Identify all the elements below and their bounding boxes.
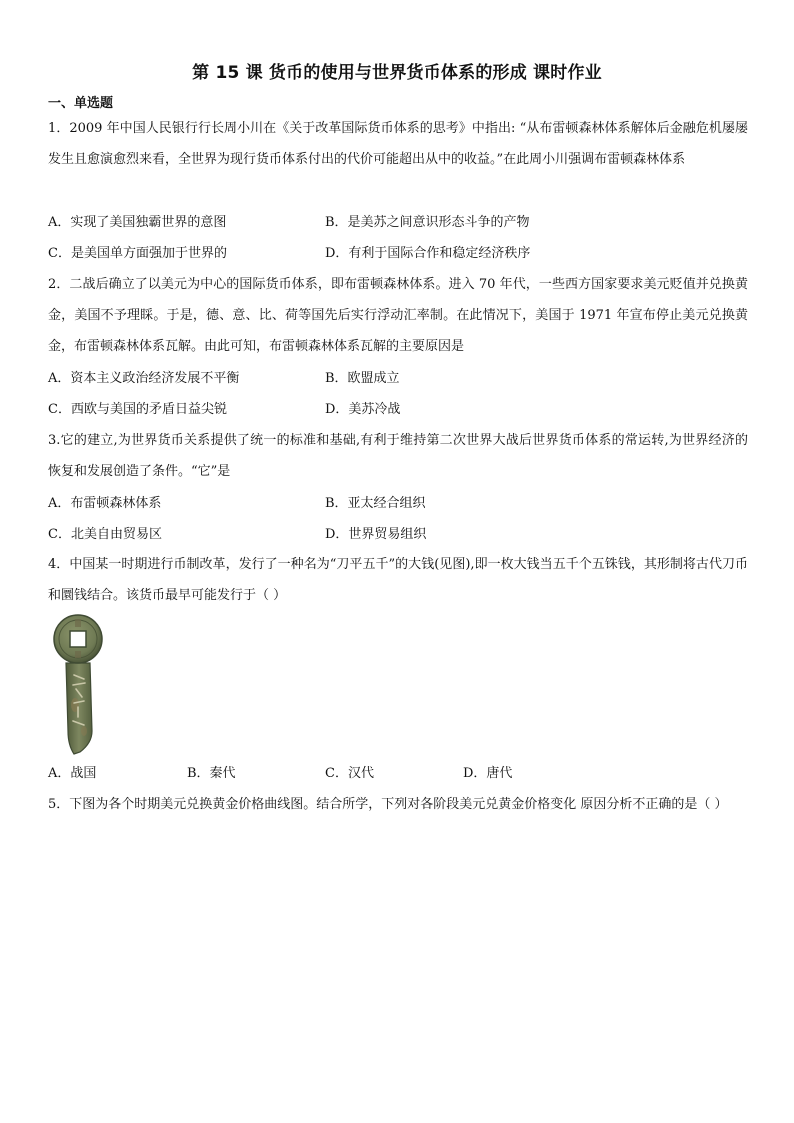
question-4-option-d[interactable]: D．唐代: [463, 766, 513, 781]
question-2-options: [48, 367, 748, 387]
question-3-options: [48, 492, 748, 512]
knife-coin-image: [48, 613, 116, 755]
question-2-option-a[interactable]: A．资本主义政治经济发展不平衡: [48, 371, 240, 386]
question-4-stem: 4．中国某一时期进行币制改革，发行了一种名为“刀平五千”的大钱(见图),即一枚大钱当五千个五铢钱，其形制将古代刀币和圜钱结合。该货币最早可能发行于（ ）: [48, 557, 748, 603]
question-1-options-row2: [48, 242, 748, 262]
question-3-option-d[interactable]: D．世界贸易组织: [325, 527, 427, 542]
question-4-options: [48, 762, 748, 782]
question-5-stem: 5．下图为各个时期美元兑换黄金价格曲线图。结合所学，下列对各阶段美元兑黄金价格变化 原因分析不正确的是（ ）: [48, 797, 728, 812]
question-2-option-b[interactable]: B．欧盟成立: [325, 371, 400, 386]
question-2-option-d[interactable]: D．美苏冷战: [325, 402, 401, 417]
question-4-option-b[interactable]: B．秦代: [187, 766, 236, 781]
section-heading: 一、单选题: [48, 96, 114, 111]
question-1-option-c[interactable]: C．是美国单方面强加于世界的: [48, 246, 227, 261]
question-1-options: [48, 211, 748, 231]
question-3-options-row2: [48, 523, 748, 543]
page-title: 第 15 课 货币的使用与世界货币体系的形成 课时作业: [192, 63, 602, 83]
question-1-option-d[interactable]: D．有利于国际合作和稳定经济秩序: [325, 246, 531, 261]
question-4-option-a[interactable]: A．战国: [48, 766, 97, 781]
question-4-option-c[interactable]: C．汉代: [325, 766, 374, 781]
question-3-option-b[interactable]: B．亚太经合组织: [325, 496, 426, 511]
question-1-stem: 1．2009 年中国人民银行行长周小川在《关于改革国际货币体系的思考》中指出: “从布雷顿森林体系解体后金融危机屡屡发生且愈演愈烈来看，全世界为现行货币体系付出的代价可能超出从中的收益。”在此周小川强调布雷顿森林体系: [48, 121, 748, 167]
question-2-option-c[interactable]: C．西欧与美国的矛盾日益尖锐: [48, 402, 227, 417]
question-1-option-b[interactable]: B．是美苏之间意识形态斗争的产物: [325, 215, 530, 230]
question-3-option-c[interactable]: C．北美自由贸易区: [48, 527, 162, 542]
question-1-option-a[interactable]: A．实现了美国独霸世界的意图: [48, 215, 227, 230]
question-3-stem: 3.它的建立,为世界货币关系提供了统一的标准和基础,有利于维持第二次世界大战后世界货币体系的常运转,为世界经济的恢复和发展创造了条件。“它”是: [48, 433, 748, 479]
question-3-option-a[interactable]: A．布雷顿森林体系: [48, 496, 162, 511]
question-2-stem: 2．二战后确立了以美元为中心的国际货币体系，即布雷顿森林体系。进入 70 年代，一些西方国家要求美元贬值并兑换黄金，美国不予理睬。于是，德、意、比、荷等国先后实行浮动汇率制。在此情况下，美国于 1971 年宣布停止美元兑换黄金，布雷顿森林体系瓦解。由此可知，布雷顿森林体系瓦解的主要原因是: [48, 277, 748, 354]
question-2-options-row2: [48, 398, 748, 418]
